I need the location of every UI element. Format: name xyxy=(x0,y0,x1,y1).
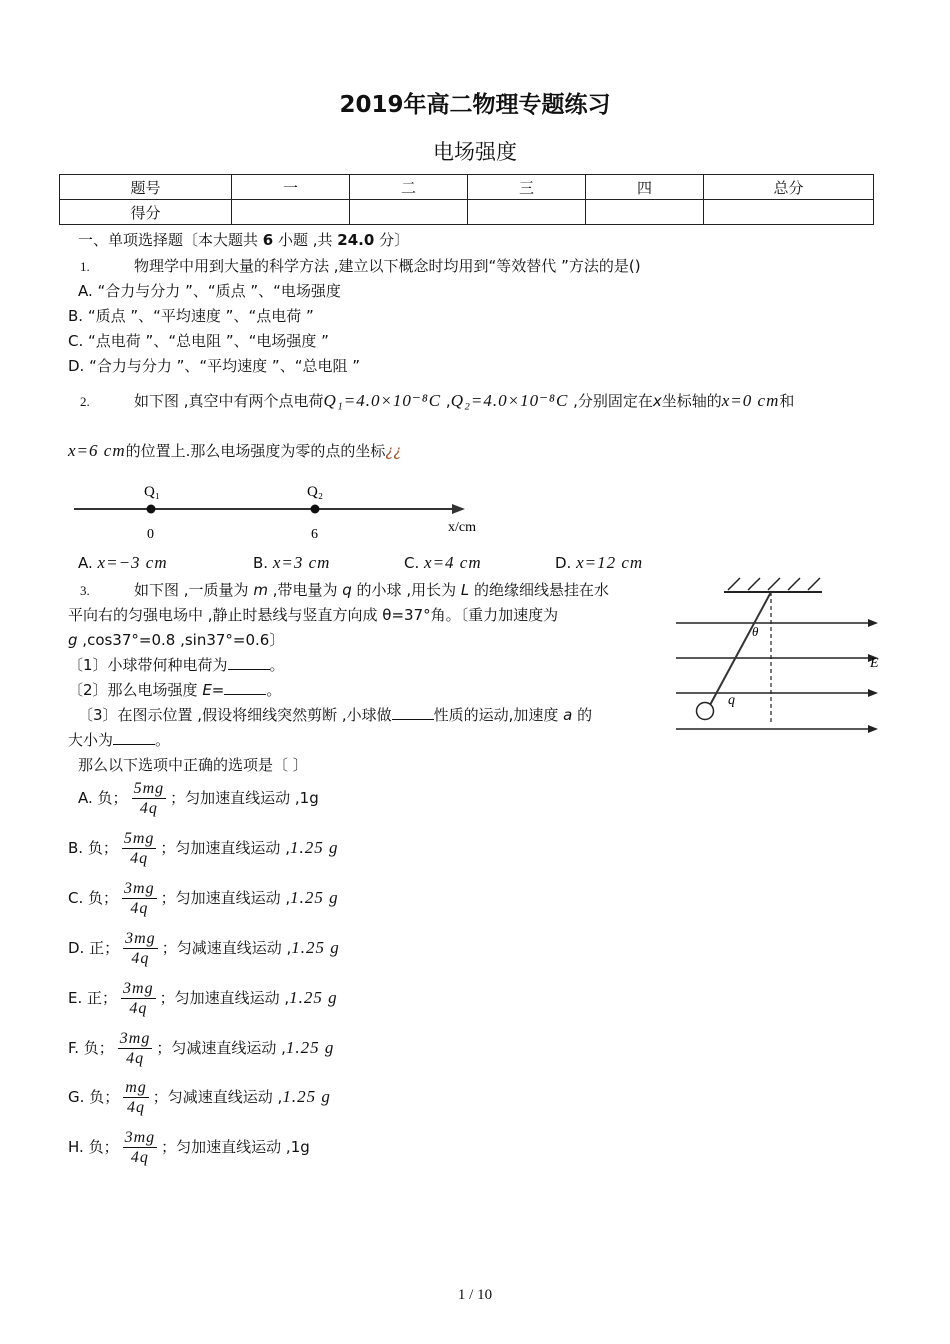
q3-option-e[interactable]: E. 正； $\frac{3mg}{4q}$ ；匀加速直线运动 ,1.25 g xyxy=(68,980,338,1017)
charge-q2-expr: Q₂=4.0×10⁻⁸C xyxy=(450,391,569,410)
q2-option-d[interactable]: D. x=12 cm xyxy=(555,553,644,572)
charged-ball xyxy=(697,703,714,720)
score-table-score-row xyxy=(60,200,874,225)
ceiling-support xyxy=(724,578,822,592)
charge-q1-label: Q₁ xyxy=(144,484,161,500)
page-number: 1 / 10 xyxy=(457,1287,493,1303)
fraction: $\frac{3mg}{4q}$ xyxy=(119,1030,151,1067)
charge-q1-dot xyxy=(147,505,156,514)
question-3-stem: 3. 如下图 ,一质量为 m ,带电量为 q 的小球 ,用长为 L 的绝缘细线悬挂在水 xyxy=(80,581,609,599)
axis-unit-label: x/cm xyxy=(448,520,476,535)
q1-option-a[interactable]: A. “合力与分力 ”、“质点 ”、“电场强度 xyxy=(78,282,341,300)
q2-option-c[interactable]: C. x=4 cm xyxy=(404,553,482,572)
score-row-label: 得分 xyxy=(60,200,232,225)
score-cell[interactable] xyxy=(232,200,350,225)
question-3-stem-line3: g ,cos37°=0.8 ,sin37°=0.6〕 xyxy=(68,631,285,649)
answer-blank[interactable] xyxy=(113,730,155,745)
q3-option-h[interactable]: H. 负； $\frac{3mg}{4q}$ ；匀加速直线运动 ,1g xyxy=(68,1129,310,1166)
fraction: $\frac{3mg}{4q}$ xyxy=(123,980,154,1017)
fraction: $\frac{mg}{4q}$ xyxy=(125,1079,147,1116)
score-cell[interactable] xyxy=(468,200,586,225)
score-cell[interactable] xyxy=(350,200,468,225)
q3-prompt: 那么以下选项中正确的选项是〔 〕 xyxy=(78,756,308,774)
tick-label-6: 6 xyxy=(311,527,318,542)
score-table-header-row xyxy=(60,175,874,200)
score-cell[interactable] xyxy=(586,200,704,225)
q1-option-d[interactable]: D. “合力与分力 ”、“平均速度 ”、“总电阻 ” xyxy=(68,357,361,375)
q3-pendulum-figure xyxy=(672,572,888,740)
section-header: 一、单项选择题〔本大题共 6 小题 ,共 24.0 分〕 xyxy=(78,231,410,249)
question-2-stem: 2. 如下图 ,真空中有两个点电荷Q₁=4.0×10⁻⁸C ,Q₂=4.0×10⁻⁸C ,分别固定在x坐标轴的x=0 cm和 xyxy=(80,391,795,410)
charge-label: q xyxy=(728,693,735,708)
theta-label: θ xyxy=(752,624,759,639)
x-axis-arrow xyxy=(452,504,465,514)
score-header-cell: 一 xyxy=(232,175,350,200)
q2-option-a[interactable]: A. x=−3 cm xyxy=(78,553,168,572)
score-header-cell: 四 xyxy=(586,175,704,200)
page-title: 2019年高二物理专题练习 xyxy=(339,92,611,118)
q3-option-d[interactable]: D. 正； $\frac{3mg}{4q}$ ；匀减速直线运动 ,1.25 g xyxy=(68,930,340,967)
q1-option-c[interactable]: C. “点电荷 ”、“总电阻 ”、“电场强度 ” xyxy=(68,332,329,350)
q3-option-b[interactable]: B. 负； $\frac{5mg}{4q}$ ；匀加速直线运动 ,1.25 g xyxy=(68,830,339,867)
answer-blank[interactable] xyxy=(392,705,434,720)
q3-sub-question-1: 〔1〕小球带何种电荷为 。 xyxy=(68,656,285,674)
question-3-stem-line2: 平向右的匀强电场中 ,静止时悬线与竖直方向成 θ=37°角。〔重力加速度为 xyxy=(68,606,559,624)
question-1-stem: 1. 物理学中用到大量的科学方法 ,建立以下概念时均用到“等效替代 ”方法的是() xyxy=(80,257,641,275)
fraction: $\frac{3mg}{4q}$ xyxy=(125,930,156,967)
q3-sub-question-3-line2: 大小为 。 xyxy=(68,731,171,749)
q3-option-g[interactable]: G. 负； $\frac{mg}{4q}$ ；匀减速直线运动 ,1.25 g xyxy=(68,1079,331,1116)
answer-blank[interactable] xyxy=(224,680,266,695)
string-line xyxy=(710,592,771,705)
charge-q1-expr: Q₁=4.0×10⁻⁸C xyxy=(323,391,442,410)
fraction: $\frac{5mg}{4q}$ xyxy=(133,780,165,817)
score-table xyxy=(59,174,874,225)
charge-q2-label: Q₂ xyxy=(307,484,324,500)
q2-number-line-figure xyxy=(70,476,490,546)
q2-option-b[interactable]: B. x=3 cm xyxy=(253,553,331,572)
q3-sub-question-2: 〔2〕那么电场强度 E= 。 xyxy=(68,681,282,699)
question-2-stem-line2: x=6 cm的位置上.那么电场强度为零的点的坐标¿¿ xyxy=(68,441,402,460)
score-header-cell: 总分 xyxy=(704,175,874,200)
score-cell[interactable] xyxy=(704,200,874,225)
answer-blank[interactable] xyxy=(228,655,270,670)
field-label: E xyxy=(870,656,879,671)
q3-sub-question-3: 〔3〕在图示位置 ,假设将细线突然剪断 ,小球做 性质的运动,加速度 a 的 xyxy=(78,706,593,724)
q3-option-f[interactable]: F. 负； $\frac{3mg}{4q}$ ；匀减速直线运动 ,1.25 g xyxy=(68,1030,335,1067)
score-header-cell: 题号 xyxy=(60,175,232,200)
q3-option-a[interactable]: A. 负； $\frac{5mg}{4q}$ ；匀加速直线运动 ,1g xyxy=(78,780,319,817)
score-header-cell: 二 xyxy=(350,175,468,200)
tick-label-0: 0 xyxy=(147,527,154,542)
fraction: $\frac{3mg}{4q}$ xyxy=(124,880,155,917)
score-header-cell: 三 xyxy=(468,175,586,200)
q1-option-b[interactable]: B. “质点 ”、“平均速度 ”、“点电荷 ” xyxy=(68,307,314,325)
charge-q2-dot xyxy=(311,505,320,514)
page-subtitle: 电场强度 xyxy=(433,140,517,164)
q3-option-c[interactable]: C. 负； $\frac{3mg}{4q}$ ；匀加速直线运动 ,1.25 g xyxy=(68,880,339,917)
fraction: $\frac{3mg}{4q}$ xyxy=(124,1129,156,1166)
fraction: $\frac{5mg}{4q}$ xyxy=(123,830,155,867)
